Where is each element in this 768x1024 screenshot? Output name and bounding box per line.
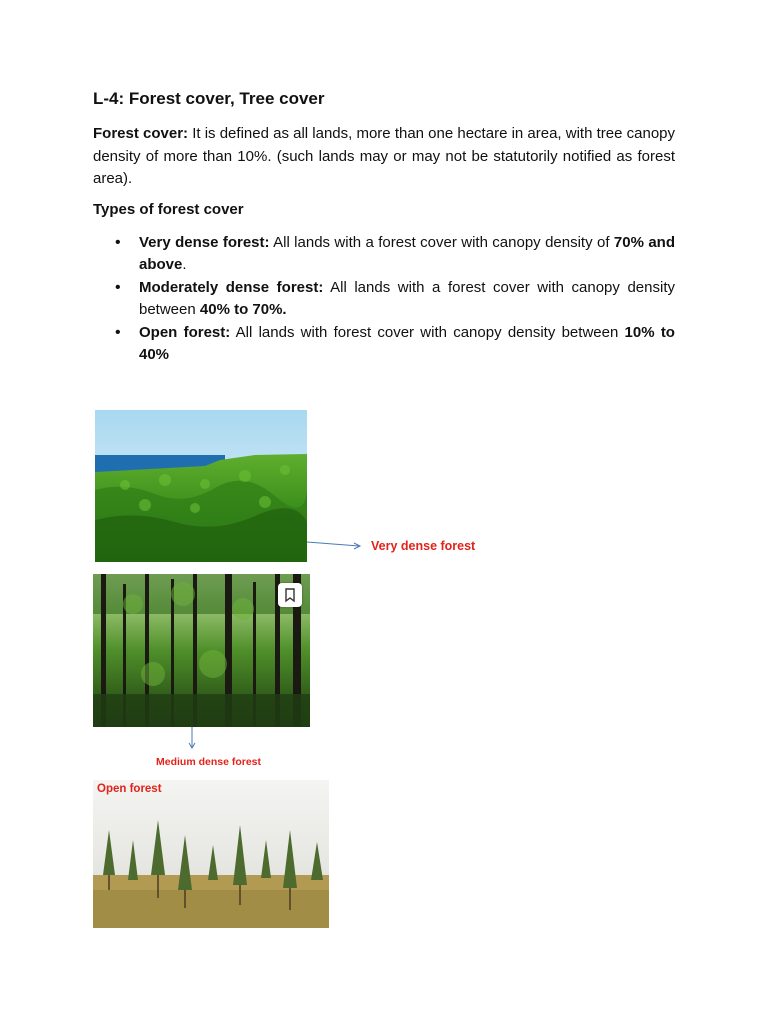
types-heading: Types of forest cover [93, 201, 244, 218]
type-text: All lands with a forest cover with canopy density between [139, 279, 675, 318]
arrow-icon [307, 538, 365, 552]
definition-text: It is defined as all lands, more than one hectare in area, with tree canopy density of more than 10%. (such lands may or may not be statutorily notified as forest area). [93, 125, 675, 187]
type-value: 70% and above [139, 234, 676, 273]
open-forest-image [93, 780, 329, 928]
bullet-icon: • [115, 324, 121, 341]
bookmark-icon [278, 583, 302, 607]
forest-types-list [93, 232, 675, 367]
bullet-icon: • [115, 279, 121, 296]
type-term: Moderately dense forest: [139, 279, 324, 296]
definition-term: Forest cover: [93, 125, 189, 142]
list-item [93, 277, 675, 321]
type-value: 40% to 70%. [199, 301, 287, 318]
medium-dense-forest-caption: Medium dense forest [156, 756, 262, 768]
arrow-down-icon [186, 727, 198, 751]
type-term: Very dense forest: [139, 234, 270, 251]
list-item [93, 232, 675, 276]
forest-cover-definition [93, 123, 675, 191]
type-text-end: . [182, 256, 187, 273]
bookmark-button[interactable] [278, 583, 302, 607]
type-value: 10% to 40% [139, 324, 675, 363]
page-title: L-4: Forest cover, Tree cover [93, 89, 325, 108]
bullet-icon: • [115, 234, 121, 251]
very-dense-forest-image [95, 410, 307, 562]
type-term: Open forest: [139, 324, 231, 341]
type-text: All lands with forest cover with canopy density between [230, 324, 625, 341]
type-text: All lands with a forest cover with canopy density of [269, 234, 614, 251]
very-dense-forest-caption: Very dense forest [371, 539, 476, 553]
list-item [93, 322, 675, 366]
open-forest-caption: Open forest [97, 783, 162, 795]
